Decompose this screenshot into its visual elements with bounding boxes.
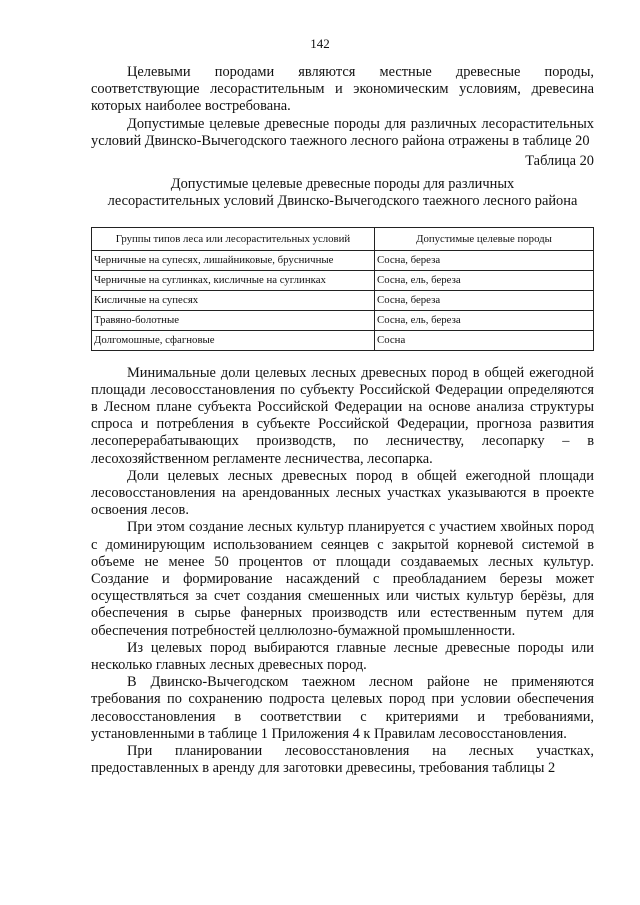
body-paragraph-5: В Двинско-Вычегодском таежном лесном районе не применяются требования по сохранению подроста целевых пород при условии обеспечения лесовосстановления в соответствии с критериями и требованиями, установленными в таблице 1 Приложения 4 к Правилам лесовосстановления. xyxy=(91,674,594,742)
forest-type-cell: Травяно-болотные xyxy=(92,310,375,330)
table-header-row xyxy=(92,227,594,250)
table-row xyxy=(92,270,594,290)
page-content xyxy=(91,64,594,778)
table-row xyxy=(92,310,594,330)
intro-paragraph-1: Целевыми породами являются местные древесные породы, соответствующие лесорастительным и экономическим условиям, древесина которых наиболее востребована. xyxy=(91,64,594,115)
body-paragraph-6: При планировании лесовосстановления на лесных участках, предоставленных в аренду для заготовки древесины, требования таблицы 2 xyxy=(91,743,594,777)
body-paragraph-4: Из целевых пород выбираются главные лесные древесные породы или несколько главных лесных древесных пород. xyxy=(91,639,594,674)
header-forest-types: Группы типов леса или лесорастительных условий xyxy=(92,227,375,250)
header-target-species: Допустимые целевые породы xyxy=(375,227,594,250)
body-paragraph-2: Доли целевых лесных древесных пород в общей ежегодной площади лесовосстановления на арендованных лесных участках указываются в проекте освоения лесов. xyxy=(91,467,594,519)
species-cell: Сосна xyxy=(375,330,594,350)
species-cell: Сосна, береза xyxy=(375,290,594,310)
body-paragraph-3: При этом создание лесных культур планируется с участием хвойных пород с доминирующим использованием сеянцев с закрытой корневой системой в объеме не менее 50 процентов от площади создаваемых лесных культур. Создание и формирование насаждений с преобладанием березы может осуществляться за счет создания смешенных или чистых культур берёзы, для обеспечения в сырье фанерных производств или естественным путем для обеспечения потребностей целлюлозно-бумажной промышленности. xyxy=(91,519,594,639)
species-cell: Сосна, береза xyxy=(375,250,594,270)
species-cell: Сосна, ель, береза xyxy=(375,270,594,290)
species-table xyxy=(91,227,594,351)
table-title-line-2: лесорастительных условий Двинско-Вычегодского таежного лесного района xyxy=(107,193,578,210)
table-label: Таблица 20 xyxy=(525,153,594,170)
species-cell: Сосна, ель, береза xyxy=(375,310,594,330)
table-row xyxy=(92,330,594,350)
forest-type-cell: Долгомошные, сфагновые xyxy=(92,330,375,350)
forest-type-cell: Черничные на суглинках, кисличные на суглинках xyxy=(92,270,375,290)
forest-type-cell: Черничные на супесях, лишайниковые, брусничные xyxy=(92,250,375,270)
intro-paragraph-2: Допустимые целевые древесные породы для различных лесорастительных условий Двинско-Вычегодского таежного лесного района отражены в таблице 20 xyxy=(91,115,594,149)
body-paragraph-1: Минимальные доли целевых лесных древесных пород в общей ежегодной площади лесовосстановления по субъекту Российской Федерации определяются в Лесном плане субъекта Российской Федерации на основе анализа структуры спроса и потребления в субъекте Российской Федерации, прогноза развития лесоперерабатывающих производств, по лесничеству, лесопарку – в лесохозяйственном регламенте лесничества, лесопарка. xyxy=(91,364,594,467)
table-row xyxy=(92,290,594,310)
table-title-line-1: Допустимые целевые древесные породы для различных xyxy=(170,176,515,193)
page-number: 142 xyxy=(310,36,330,51)
forest-type-cell: Кисличные на супесях xyxy=(92,290,375,310)
table-row xyxy=(92,250,594,270)
